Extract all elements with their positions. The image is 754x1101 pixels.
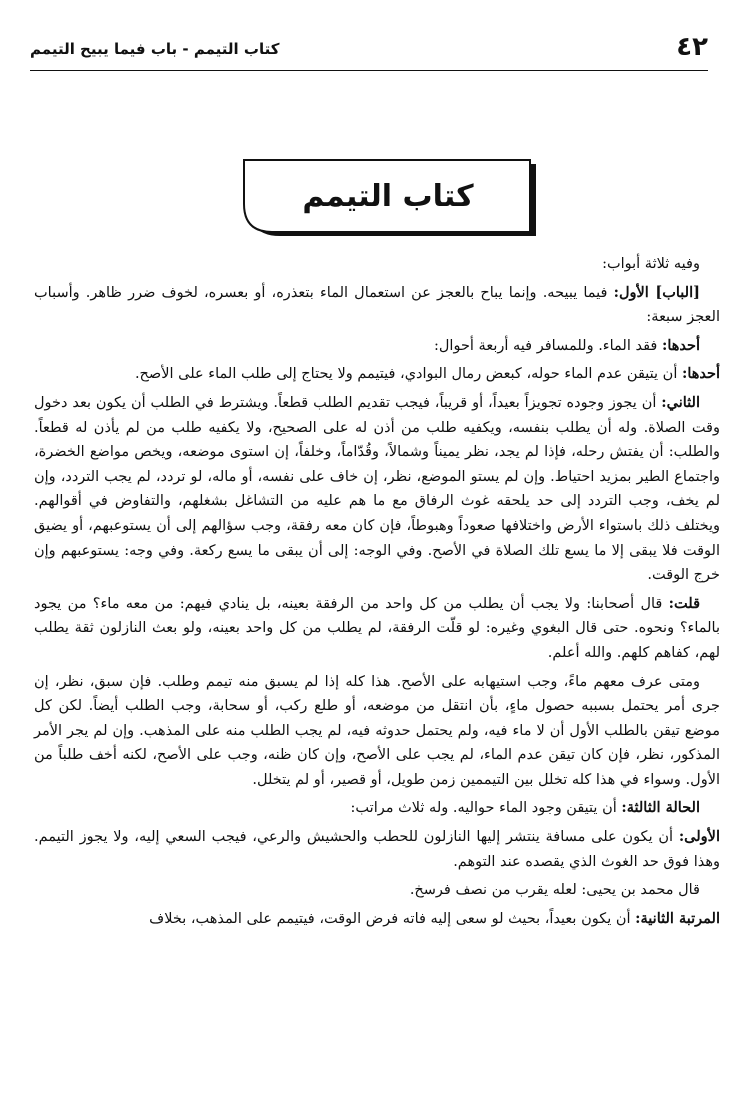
paragraph	[34, 252, 720, 277]
paragraph	[34, 878, 720, 903]
paragraph-text: فقد الماء. وللمسافر فيه أربعة أحوال:	[434, 337, 662, 354]
paragraph	[34, 796, 720, 821]
paragraph-lead: أحدها:	[681, 365, 720, 383]
paragraph-text: أن يتيقن عدم الماء حوله، كبعض رمال البوادي، فيتيمم ولا يحتاج إلى طلب الماء على الأصح.	[134, 366, 682, 383]
running-head	[30, 30, 708, 71]
book-title-frame	[240, 158, 540, 238]
paragraph	[34, 907, 720, 932]
paragraph-lead: الأولى:	[678, 828, 720, 846]
paragraph	[34, 281, 720, 330]
paragraph-lead: الثاني:	[661, 393, 700, 411]
paragraph-text: فيما يبيحه. وإنما يباح بالعجز عن استعمال الماء بتعذره، أو بعسره، لخوف ضرر ظاهر. وأسباب العجز سبعة:	[34, 284, 720, 326]
paragraph-text: ومتى عرف معهم ماءً، وجب استيهابه على الأصح. هذا كله إذا لم يسبق منه تيمم وطلب. فإن سبق، نظر، إن جرى أمر يحتمل بسببه حصول ماءٍ، بأن انتقل من موضعه، أو طلع ركب، أو سحابة، وجب الطلب أيضاً. لكن كل موضع تيقن بالطلب الأول أن لا ماء فيه، ولم يحتمل حدوثه فيه، لم يجب الطلب منه على المذهب. وإن لم يجر الأمر المذكور، نظر، فإن كان تيقن عدم الماء، لم يجب على الأصح، وإن كان ظنه، وجب على الأصح، لكنه أخف طلباً من الأول. وسواء في هذا كله تخلل بين التيممين زمن طويل، أو قصير، أو لم يتخلل.	[34, 673, 720, 788]
paragraph	[34, 362, 720, 387]
paragraph-lead: الحالة الثالثة:	[621, 799, 700, 817]
paragraph	[34, 391, 720, 588]
paragraph	[34, 670, 720, 793]
page-number: ٤٢	[676, 32, 708, 62]
paragraph-text: قال أصحابنا: ولا يجب أن يطلب من كل واحد من الرفقة بعينه، بل ينادي فيهم: من معه ماء؟ من يجود بالماء؟ ونحوه. حتى قال البغوي وغيره: لو قلّت الرفقة، لم يطلب من كل واحد بعينه، ولو بعث النازلون ثقة يطلب لهم، كفاهم كلهم. والله أعلم.	[34, 595, 720, 661]
paragraph-lead: [الباب] الأول:	[613, 283, 700, 301]
book-title: كتاب التيمم	[302, 178, 474, 214]
paragraph-text: أن يكون على مسافة ينتشر إليها النازلون للحطب والحشيش والرعي، فيجب السعي إليه، ولا يجوز التيمم. وهذا فوق حد الغوث الذي يقصده عند التوهم.	[34, 829, 720, 870]
paragraph-text: قال محمد بن يحيى: لعله يقرب من نصف فرسخ.	[409, 882, 700, 899]
paragraph-text: أن يكون بعيداً، بحيث لو سعى إليه فاته فرض الوقت، فيتيمم على المذهب، بخلاف	[149, 910, 636, 927]
paragraph	[34, 592, 720, 666]
paragraph-lead: قلت:	[668, 594, 700, 612]
paragraph-text: أن يجوز وجوده تجويزاً بعيداً، أو قريباً، فيجب تقديم الطلب قطعاً. ويشترط في الطلب أن يكون بعد دخول وقت الصلاة. وله أن يطلب بنفسه، ويكفيه طلب من أذن له على الصحيح، ولا يكفيه طلب من لم يأذن له قطعاً. والطلب: أن يفتش رحله، فإذا لم يجد، نظر يميناً وشمالاً، وقُدّاماً، وخلفاً، إن استوى موضعه، ويخص مواضع الخضرة، واجتماع الطير بمزيد احتياط. وإن لم يستو الموضع، نظر، إن خاف على نفسه، أو ماله، لو تردد، لم يجب التردد، وإن لم يخف، وجب التردد إلى حد يلحقه غوث الرفاق مع ما هم عليه من التشاغل بشغلهم، والتفاوض في أقوالهم. ويختلف ذلك باستواء الأرض واختلافها صعوداً وهبوطاً، فإن كان معه رفقة، وجب سؤالهم إلى أن يستوعبهم، أو يضيق الوقت فلا يبقى إلا ما يسع تلك الصلاة في الأصح. وفي الوجه: إلى أن يبقى ما يسع ركعة. وفي وجه: يستوعبهم وإن خرج الوقت.	[34, 394, 720, 584]
paragraph-lead: أحدها:	[661, 336, 700, 354]
body-text	[34, 252, 720, 935]
paragraph	[34, 334, 720, 359]
running-title: كتاب التيمم - باب فيما يبيح التيمم	[30, 40, 280, 58]
paragraph	[34, 825, 720, 874]
paragraph-lead: المرتبة الثانية:	[635, 909, 720, 927]
paragraph-text: وفيه ثلاثة أبواب:	[602, 256, 700, 272]
paragraph-text: أن يتيقن وجود الماء حواليه. وله ثلاث مراتب:	[350, 800, 622, 817]
